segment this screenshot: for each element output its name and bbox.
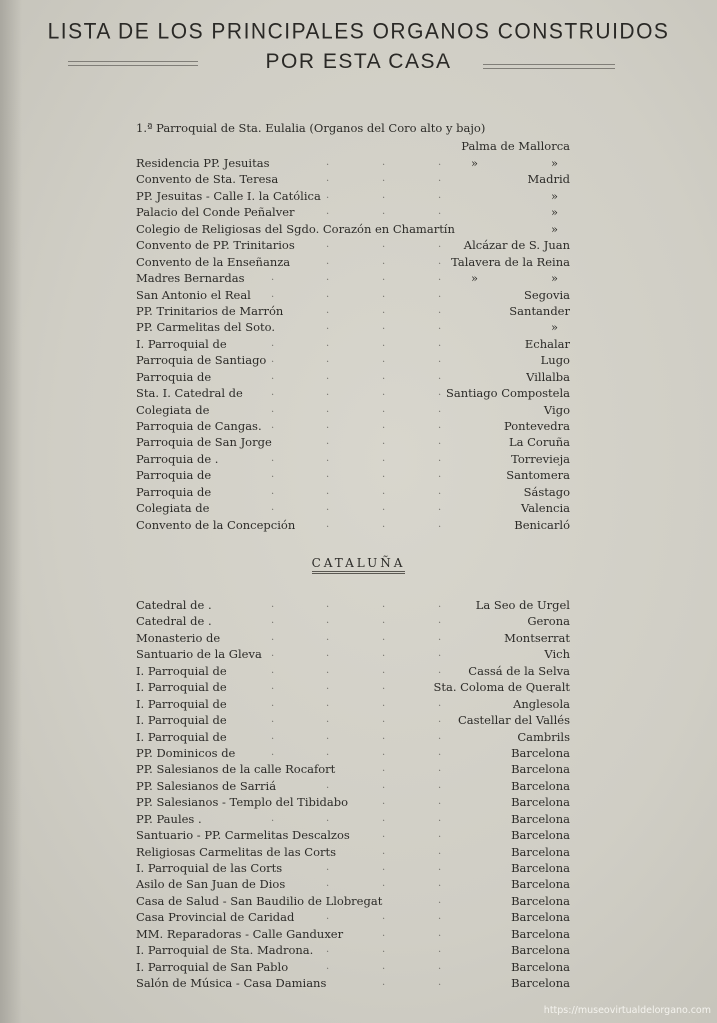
entry-place: Barcelona xyxy=(511,811,570,826)
entry-place: Sta. Coloma de Queralt xyxy=(433,680,570,695)
entry-place: Barcelona xyxy=(511,795,570,810)
entry-name: Colegio de Religiosas del Sgdo. Corazón en Chamartín xyxy=(136,221,455,236)
section-heading-text: CATALUÑA xyxy=(312,556,406,574)
list-item xyxy=(136,221,570,237)
leader-dots: . . . xyxy=(326,189,442,201)
entry-place: Sástago xyxy=(523,484,570,499)
list-item xyxy=(136,336,570,352)
entry-name: I. Parroquial de Sta. Madrona. xyxy=(136,943,314,958)
entry-place: Anglesola xyxy=(513,696,570,711)
leader-dots: . . . . xyxy=(271,697,442,709)
entry-place: Santander xyxy=(509,303,570,318)
leader-dots: . . xyxy=(382,796,442,808)
entry-place: Talavera de la Reina xyxy=(451,254,570,269)
leader-dots: . . . . xyxy=(271,337,442,349)
entry-name: Catedral de . xyxy=(136,614,212,629)
list-item xyxy=(136,729,570,745)
entry-name: I. Parroquial de xyxy=(136,713,227,728)
entry-name: Palacio del Conde Peñalver xyxy=(136,205,295,220)
entry-name: Parroquia de Cangas. xyxy=(136,419,262,433)
entry-place: » xyxy=(550,320,558,335)
leader-dots: . . . xyxy=(326,239,442,251)
list-item xyxy=(136,517,570,533)
entry-place: Madrid xyxy=(527,172,570,187)
list-item xyxy=(136,909,570,925)
list-item xyxy=(136,811,570,827)
leader-dots: . . . xyxy=(326,255,442,267)
entry-place: Villalba xyxy=(526,369,570,384)
leader-dots: . . . . xyxy=(271,664,442,676)
entry-place: La Seo de Urgel xyxy=(475,598,570,612)
entry-place: Montserrat xyxy=(504,630,570,645)
first-entry-name: 1.ª Parroquial de Sta. Eulalia (Organos del Coro alto y bajo) xyxy=(136,121,486,135)
list-item xyxy=(136,270,570,286)
list-item xyxy=(136,204,570,220)
leader-dots: . . . . xyxy=(271,420,442,431)
page-title: LISTA DE LOS PRINCIPALES ORGANOS CONSTRUIDOS xyxy=(47,19,670,44)
entry-name: Parroquia de . xyxy=(136,451,219,466)
list-item xyxy=(136,467,570,483)
page-subtitle: POR ESTA CASA xyxy=(265,50,452,73)
entry-name: MM. Reparadoras - Calle Ganduxer xyxy=(136,926,344,941)
first-entry-place: Palma de Mallorca xyxy=(461,139,570,153)
entry-name: Salón de Música - Casa Damians xyxy=(136,976,327,991)
entry-name: Parroquia de xyxy=(136,468,212,483)
entry-name: Convento de PP. Trinitarios xyxy=(136,238,295,253)
list-item xyxy=(136,451,570,467)
list-item xyxy=(136,696,570,712)
entry-name: Parroquia de xyxy=(136,369,212,384)
entry-place: Barcelona xyxy=(511,762,570,777)
list-item xyxy=(136,679,570,695)
leader-dots: . . . . xyxy=(271,354,442,366)
leader-dots: . . . xyxy=(326,304,442,316)
leader-dots: . . . xyxy=(326,944,442,956)
entry-name: Colegiata de xyxy=(136,501,210,516)
leader-dots: . . . xyxy=(326,436,442,448)
leader-dots: . . . . xyxy=(271,746,442,758)
entry-place: » xyxy=(550,188,558,203)
entry-place: Castellar del Vallés xyxy=(457,713,570,728)
leader-dots: . . xyxy=(382,829,442,841)
list-item xyxy=(136,630,570,646)
leader-dots: . . xyxy=(382,977,442,989)
leader-dots: . . . . xyxy=(271,730,442,742)
leader-dots: . . . . xyxy=(271,599,442,610)
entry-place: Echalar xyxy=(524,336,570,351)
entry-name: Santuario - PP. Carmelitas Descalzos xyxy=(136,828,350,843)
list-item xyxy=(136,188,570,204)
entry-place: Santomera xyxy=(506,468,570,483)
entry-place: Benicarló xyxy=(514,517,570,532)
list-item xyxy=(136,761,570,777)
leader-dots: . . xyxy=(382,845,442,857)
leader-dots: . . . . xyxy=(271,485,442,497)
list-item xyxy=(136,860,570,876)
entry-name: Sta. I. Catedral de xyxy=(136,386,243,401)
leader-dots: . . . . xyxy=(271,469,442,481)
entry-place: Barcelona xyxy=(511,745,570,760)
leader-dots: . . . . xyxy=(271,812,442,824)
entry-place: Torrevieja xyxy=(511,451,570,466)
ditto-mark: » xyxy=(470,271,478,286)
entry-place: Barcelona xyxy=(511,877,570,892)
list-item xyxy=(136,959,570,975)
organ-list-cataluna xyxy=(136,597,570,992)
list-item xyxy=(136,500,570,516)
entry-place: » xyxy=(550,156,558,170)
leader-dots: . . . xyxy=(326,518,442,530)
entry-name: Casa Provincial de Caridad xyxy=(136,910,295,925)
entry-place: » xyxy=(550,221,558,236)
entry-place: Pontevedra xyxy=(503,419,570,433)
entry-place: Barcelona xyxy=(511,976,570,991)
entry-name: Asilo de San Juan de Dios xyxy=(136,877,286,892)
entry-name: I. Parroquial de xyxy=(136,663,227,678)
leader-dots: . . xyxy=(382,763,442,775)
list-item xyxy=(136,385,570,401)
page-edge-shadow xyxy=(0,0,22,1023)
entry-place: Barcelona xyxy=(511,926,570,941)
ditto-mark: » xyxy=(470,156,478,170)
entry-name: Colegiata de xyxy=(136,402,210,417)
leader-dots: . . . xyxy=(271,681,386,693)
list-item xyxy=(136,926,570,942)
entry-place: Vich xyxy=(544,647,570,662)
leader-dots: . . . . xyxy=(271,288,442,300)
list-item xyxy=(136,254,570,270)
entry-name: PP. Paules . xyxy=(136,811,202,826)
leader-dots: . . . . xyxy=(271,370,442,382)
entry-name: Catedral de . xyxy=(136,598,212,612)
entry-place: Cassá de la Selva xyxy=(468,663,570,678)
list-item xyxy=(136,434,570,450)
entry-place: Barcelona xyxy=(511,959,570,974)
entry-name: I. Parroquial de xyxy=(136,680,227,695)
leader-dots: . . . xyxy=(326,206,442,218)
leader-dots: . . . . xyxy=(271,502,442,514)
entry-name: PP. Trinitarios de Marrón xyxy=(136,303,284,318)
entry-place: Gerona xyxy=(527,614,570,629)
entry-name: Convento de la Concepción xyxy=(136,517,296,532)
entry-place: » xyxy=(550,205,558,220)
entry-name: I. Parroquial de las Corts xyxy=(136,861,283,875)
list-item xyxy=(136,663,570,679)
entry-name: Parroquia de Santiago xyxy=(136,353,267,368)
entry-place: » xyxy=(550,271,558,286)
list-item xyxy=(136,402,570,418)
organ-list-general xyxy=(136,155,570,533)
entry-name: I. Parroquial de xyxy=(136,729,227,744)
entry-name: I. Parroquial de xyxy=(136,696,227,711)
entry-place: Barcelona xyxy=(511,910,570,925)
entry-place: Barcelona xyxy=(511,893,570,908)
entry-place: Santiago Compostela xyxy=(445,386,570,401)
leader-dots: . . . xyxy=(326,173,442,185)
leader-dots: . . . . xyxy=(271,714,442,726)
list-item xyxy=(136,844,570,860)
leader-dots: . . . . xyxy=(271,631,442,643)
leader-dots: . xyxy=(438,894,442,906)
entry-name: Religiosas Carmelitas de las Corts xyxy=(136,844,337,859)
entry-place: Barcelona xyxy=(511,844,570,859)
leader-dots: . . . . xyxy=(271,452,442,464)
entry-place: Barcelona xyxy=(511,943,570,958)
entry-name: I. Parroquial de xyxy=(136,336,227,351)
list-item xyxy=(136,794,570,810)
watermark-url: https://museovirtualdelorgano.com xyxy=(543,1005,711,1016)
entry-name: PP. Salesianos - Templo del Tibidabo xyxy=(136,795,349,810)
leader-dots: . . . xyxy=(326,862,442,873)
list-item xyxy=(136,597,570,613)
list-item xyxy=(136,778,570,794)
leader-dots: . . . . xyxy=(271,272,442,284)
entry-place: La Coruña xyxy=(508,435,570,450)
list-item xyxy=(136,303,570,319)
leader-dots: . . xyxy=(382,927,442,939)
entry-place: Barcelona xyxy=(511,778,570,793)
section-heading-cataluna xyxy=(0,556,717,574)
list-item xyxy=(136,369,570,385)
entry-name: Santuario de la Gleva xyxy=(136,647,262,662)
entry-name: PP. Jesuitas - Calle I. la Católica xyxy=(136,188,321,203)
leader-dots: . . . . xyxy=(271,387,442,399)
list-item xyxy=(136,646,570,662)
entry-name: PP. Dominicos de xyxy=(136,745,236,760)
list-item xyxy=(136,613,570,629)
entry-name: Madres Bernardas xyxy=(136,271,245,286)
entry-name: Residencia PP. Jesuitas xyxy=(136,156,270,170)
list-item xyxy=(136,484,570,500)
list-item xyxy=(136,319,570,335)
entry-place: Valencia xyxy=(521,501,570,516)
list-item xyxy=(136,712,570,728)
entry-name: Convento de Sta. Teresa xyxy=(136,172,279,187)
leader-dots: . . . . xyxy=(271,648,442,660)
list-item xyxy=(136,237,570,253)
list-item xyxy=(136,352,570,368)
entry-name: Parroquia de xyxy=(136,484,212,499)
leader-dots: . . . . xyxy=(271,615,442,627)
leader-dots: . . . xyxy=(326,911,442,923)
decorative-rule-right xyxy=(483,64,615,69)
leader-dots: . . . xyxy=(326,878,442,890)
list-item xyxy=(136,975,570,991)
leader-dots: . . . xyxy=(326,779,442,791)
list-item xyxy=(136,876,570,892)
entry-place: Barcelona xyxy=(511,861,570,875)
entry-name: Convento de la Enseñanza xyxy=(136,254,291,269)
entry-name: PP. Salesianos de la calle Rocafort xyxy=(136,762,336,777)
entry-name: Casa de Salud - San Baudilio de Llobregat xyxy=(136,893,383,908)
entry-place: Alcázar de S. Juan xyxy=(463,238,570,253)
leader-dots: . . . xyxy=(326,960,442,972)
list-item xyxy=(136,893,570,909)
entry-place: Vigo xyxy=(543,402,570,417)
entry-name: Monasterio de xyxy=(136,630,221,645)
list-item xyxy=(136,155,570,171)
list-item xyxy=(136,745,570,761)
entry-place: Barcelona xyxy=(511,828,570,843)
entry-name: San Antonio el Real xyxy=(136,287,251,302)
list-item xyxy=(136,287,570,303)
entry-place: Segovia xyxy=(524,287,570,302)
entry-name: PP. Carmelitas del Soto. xyxy=(136,320,276,335)
list-item xyxy=(136,827,570,843)
leader-dots: . . . . xyxy=(271,403,442,415)
leader-dots: . . . xyxy=(326,321,442,333)
entry-name: PP. Salesianos de Sarriá xyxy=(136,778,277,793)
list-item xyxy=(136,942,570,958)
entry-place: Lugo xyxy=(540,353,570,368)
entry-place: Cambrils xyxy=(517,729,570,744)
list-item xyxy=(136,418,570,434)
entry-name: I. Parroquial de San Pablo xyxy=(136,959,289,974)
entry-name: Parroquia de San Jorge xyxy=(136,435,272,450)
leader-dots: . . . xyxy=(326,157,442,168)
list-item xyxy=(136,171,570,187)
